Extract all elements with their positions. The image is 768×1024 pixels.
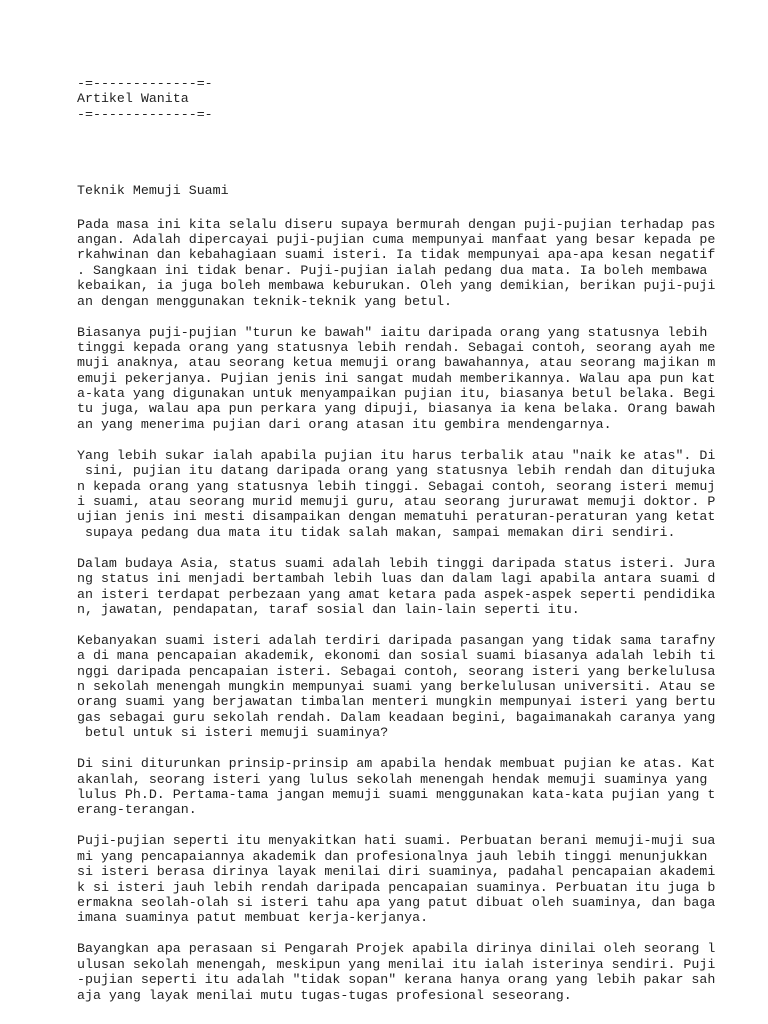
paragraph-line: tinggi kepada orang yang statusnya lebih rendah. Sebagai contoh, seorang ayah me	[77, 339, 716, 355]
paragraph-4	[77, 556, 717, 618]
paragraph-line: sini, pujian itu datang daripada orang yang statusnya lebih rendah dan ditujuka	[77, 463, 716, 479]
paragraph-6	[77, 756, 717, 818]
paragraph-line: nggi daripada pencapaian isteri. Sebagai contoh, seorang isteri yang berkelulusa	[77, 663, 716, 679]
paragraph-line: n, jawatan, pendapatan, taraf sosial dan lain-lain seperti itu.	[77, 601, 580, 617]
paragraph-line: muji anaknya, atau seorang ketua memuji orang bawahannya, atau seorang majikan m	[77, 355, 716, 371]
paragraph-line: ermakna seolah-olah si isteri tahu apa yang patut dibuat oleh suaminya, dan baga	[77, 894, 716, 910]
paragraph-line: ng status ini menjadi bertambah lebih luas dan dalam lagi apabila antara suami d	[77, 571, 716, 587]
paragraph-line: Bayangkan apa perasaan si Pengarah Projek apabila dirinya dinilai oleh seorang l	[77, 941, 716, 957]
paragraph-1	[77, 217, 717, 309]
paragraph-line: Dalam budaya Asia, status suami adalah lebih tinggi daripada status isteri. Jura	[77, 555, 716, 571]
paragraph-line: gas sebagai guru sekolah rendah. Dalam keadaan begini, bagaimanakah caranya yang	[77, 709, 716, 725]
paragraph-line: ulusan sekolah menengah, meskipun yang menilai itu ialah isterinya sendiri. Puji	[77, 956, 716, 972]
paragraph-line: k si isteri jauh lebih rendah daripada pencapaian suaminya. Perbuatan itu juga b	[77, 879, 716, 895]
paragraph-line: Di sini diturunkan prinsip-prinsip am apabila hendak membuat pujian ke atas. Kat	[77, 756, 716, 772]
header-rule-top: -=-------------=-	[77, 76, 213, 91]
paragraph-line: an isteri terdapat perbezaan yang amat ketara pada aspek-aspek seperti pendidika	[77, 586, 716, 602]
header-rule-bottom: -=-------------=-	[77, 106, 213, 122]
paragraph-line: betul untuk si isteri memuji suaminya?	[77, 725, 389, 741]
paragraph-line: a di mana pencapaian akademik, ekonomi dan sosial suami biasanya adalah lebih ti	[77, 648, 716, 664]
paragraph-3	[77, 448, 717, 540]
paragraph-2	[77, 325, 717, 433]
paragraph-8	[77, 941, 717, 1003]
paragraph-line: lulus Ph.D. Pertama-tama jangan memuji suami menggunakan kata-kata pujian yang t	[77, 787, 716, 803]
paragraph-line: Kebanyakan suami isteri adalah terdiri daripada pasangan yang tidak sama tarafny	[77, 632, 716, 648]
paragraph-line: a-kata yang digunakan untuk menyampaikan pujian itu, biasanya betul belaka. Begi	[77, 386, 716, 402]
paragraph-line: akanlah, seorang isteri yang lulus sekolah menengah hendak memuji suaminya yang	[77, 771, 708, 787]
document-page	[77, 76, 717, 1019]
paragraph-line: erang-terangan.	[77, 802, 197, 818]
paragraph-line: emuji pekerjanya. Pujian jenis ini sangat mudah memberikannya. Walau apa pun kat	[77, 370, 716, 386]
paragraph-line: orang suami yang berjawatan timbalan menteri mungkin mempunyai isteri yang bertu	[77, 694, 716, 710]
paragraph-line: n kepada orang yang statusnya lebih tinggi. Sebagai contoh, seorang isteri memuj	[77, 478, 716, 494]
paragraph-line: i suami, atau seorang murid memuji guru, atau seorang jururawat memuji doktor. P	[77, 494, 716, 509]
paragraph-line: Pada masa ini kita selalu diseru supaya bermurah dengan puji-pujian terhadap pas	[77, 216, 716, 232]
paragraph-line: -pujian seperti itu adalah "tidak sopan" kerana hanya orang yang lebih pakar sah	[77, 972, 716, 988]
paragraph-line: Puji-pujian seperti itu menyakitkan hati suami. Perbuatan berani memuji-muji sua	[77, 833, 716, 849]
paragraph-5	[77, 633, 717, 741]
paragraph-line: si isteri berasa dirinya layak menilai diri suaminya, padahal pencapaian akademi	[77, 864, 716, 880]
paragraph-line: an yang menerima pujian dari orang atasan itu gembira mendengarnya.	[77, 416, 612, 432]
paragraph-line: kebaikan, ia juga boleh membawa keburukan. Oleh yang demikian, berikan puji-puji	[77, 278, 716, 294]
paragraph-line: angan. Adalah dipercayai puji-pujian cuma mempunyai manfaat yang besar kepada pe	[77, 231, 716, 247]
paragraph-line: n sekolah menengah mungkin mempunyai suami yang berkelulusan universiti. Atau se	[77, 679, 716, 695]
paragraph-line: mi yang pencapaiannya akademik dan profesionalnya jauh lebih tinggi menunjukkan	[77, 848, 708, 864]
paragraph-line: Yang lebih sukar ialah apabila pujian itu harus terbalik atau "naik ke atas". Di	[77, 447, 716, 463]
paragraph-line: an dengan menggunakan teknik-teknik yang betul.	[77, 293, 453, 309]
paragraph-line: ujian jenis ini mesti disampaikan dengan mematuhi peraturan-peraturan yang ketat	[77, 509, 716, 525]
paragraph-line: imana suaminya patut membuat kerja-kerjanya.	[77, 910, 429, 926]
paragraph-7	[77, 833, 717, 925]
paragraph-line: Biasanya puji-pujian "turun ke bawah" iaitu daripada orang yang statusnya lebih	[77, 324, 708, 340]
paragraph-line: tu juga, walau apa pun perkara yang dipuji, biasanya ia kena belaka. Orang bawah	[77, 401, 716, 417]
paragraph-line: aja yang layak menilai mutu tugas-tugas profesional seseorang.	[77, 987, 572, 1003]
paragraph-line: . Sangkaan ini tidak benar. Puji-pujian ialah pedang dua mata. Ia boleh membawa	[77, 262, 708, 278]
paragraph-line: supaya pedang dua mata itu tidak salah makan, sampai memakan diri sendiri.	[77, 524, 676, 540]
article-title: Teknik Memuji Suami	[77, 183, 229, 199]
paragraph-line: rkahwinan dan kebahagiaan suami isteri. Ia tidak mempunyai apa-apa kesan negatif	[77, 247, 716, 263]
header-label: Artikel Wanita	[77, 91, 189, 107]
